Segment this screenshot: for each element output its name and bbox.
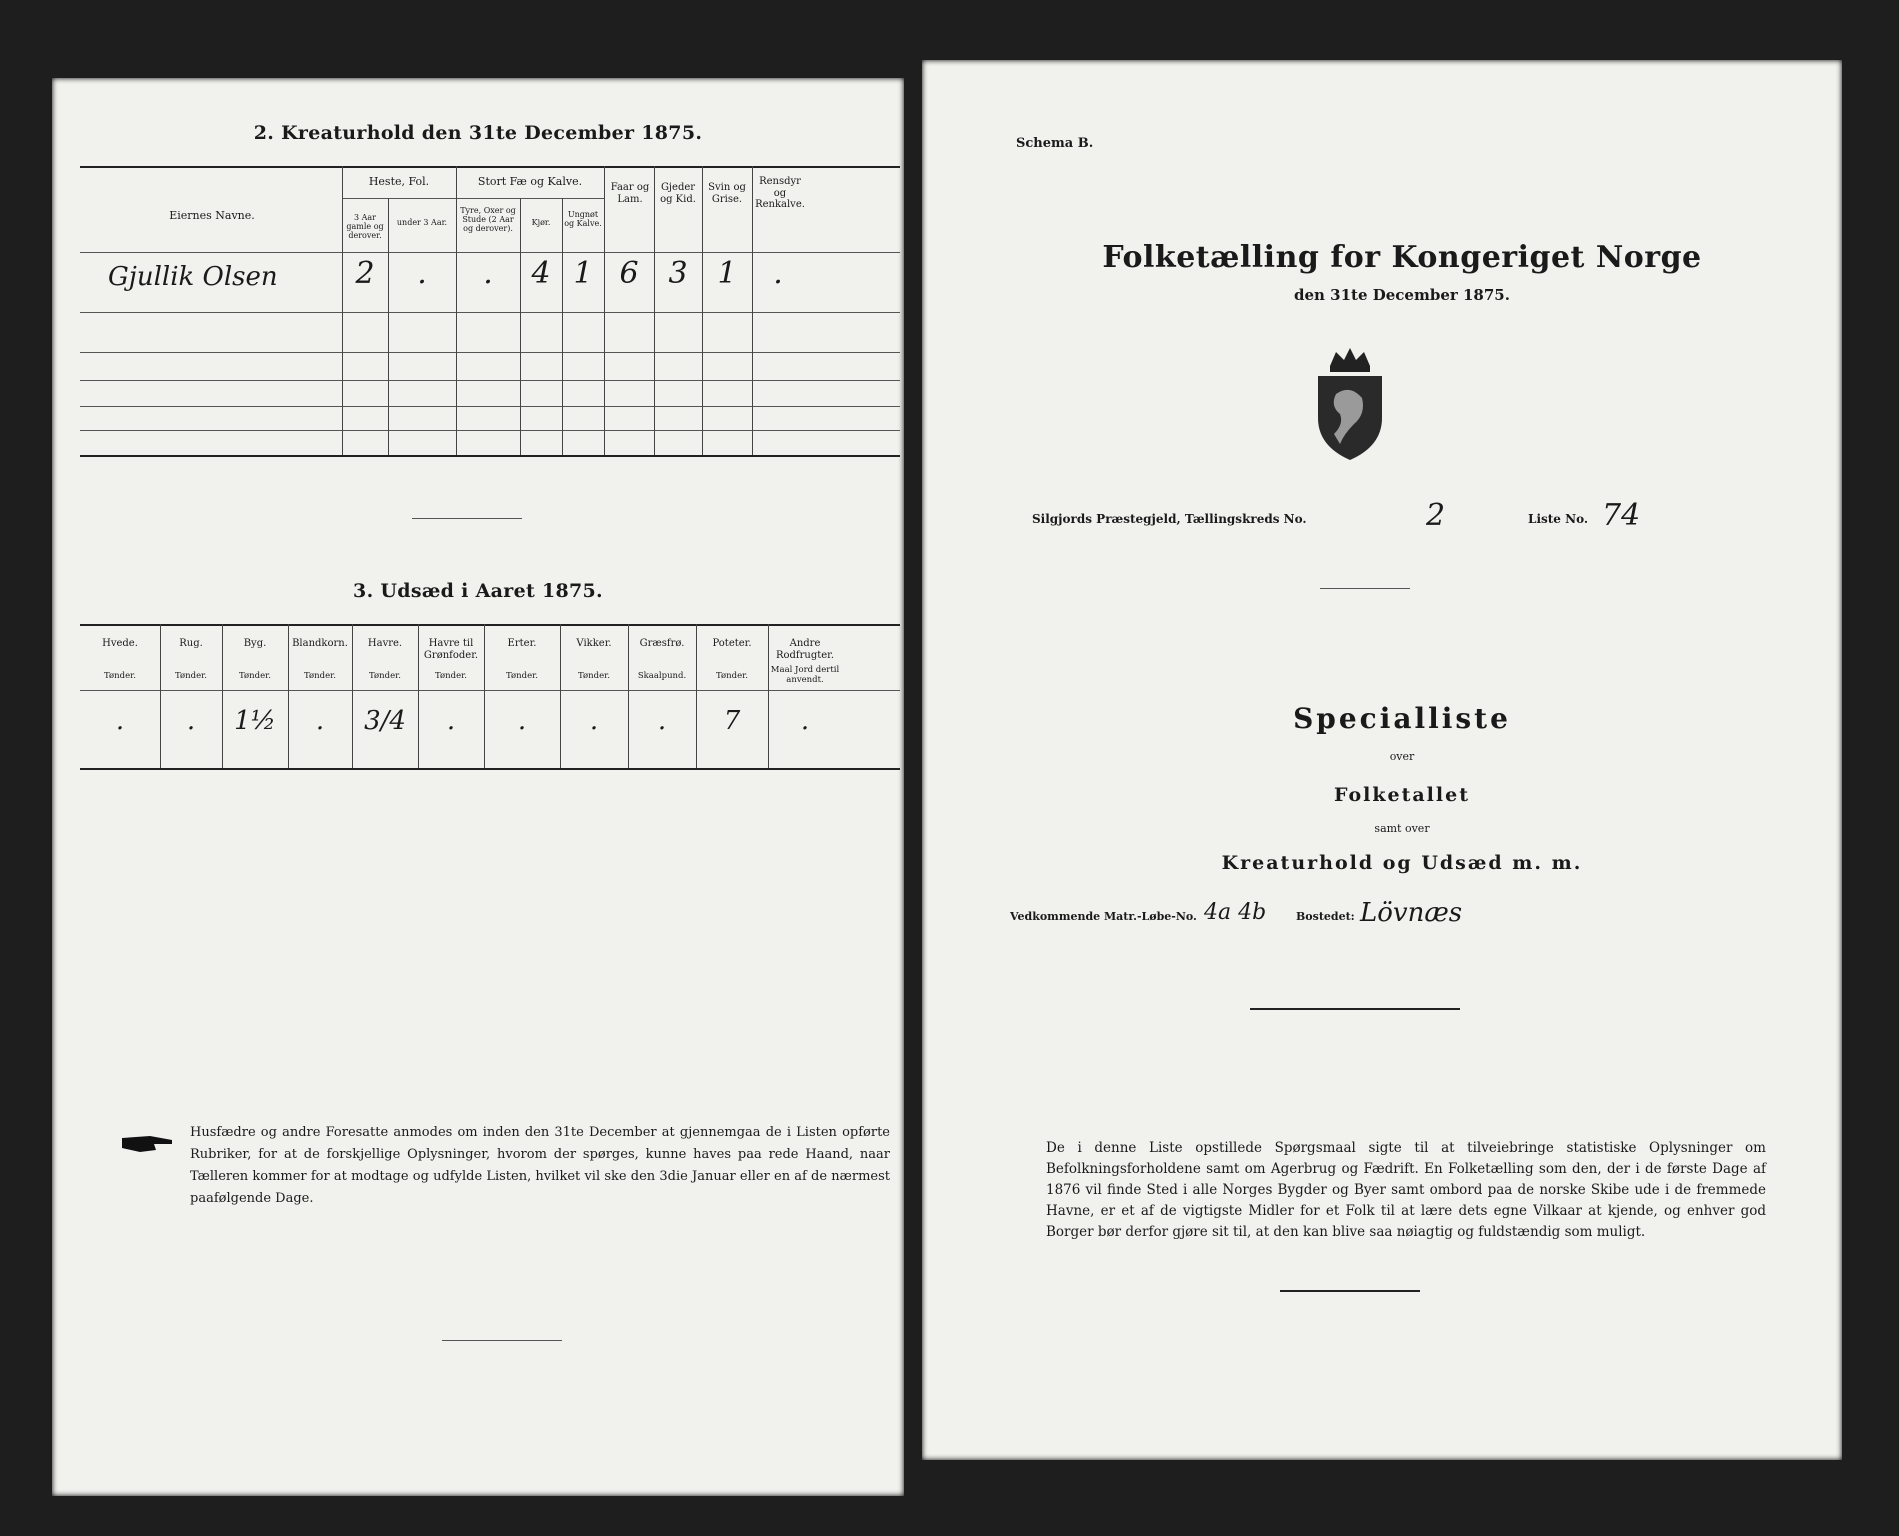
kreaturhold-title: Kreaturhold og Udsæd m. m.: [1221, 852, 1583, 874]
kjor-value: 4: [531, 256, 551, 291]
udsaed-col-title: Poteter.: [712, 638, 752, 649]
udsaed-col-unit: Tønder.: [506, 671, 538, 681]
right-page: [922, 60, 1842, 1460]
district-label: Silgjords Præstegjeld, Tællingskreds No.: [1032, 512, 1307, 526]
coat-of-arms-icon: [1300, 344, 1400, 464]
col-faar: Faar og Lam.: [610, 182, 650, 205]
udsaed-col-unit: Tønder.: [578, 671, 610, 681]
section3-title: 3. Udsæd i Aaret 1875.: [353, 580, 603, 602]
udsaed-col-title: Blandkorn.: [292, 638, 348, 649]
udsaed-value: .: [315, 706, 325, 736]
col-tyre: Tyre, Oxer og Stude (2 Aar og derover).: [460, 206, 516, 234]
col-heste-old: 3 Aar gamle og derover.: [346, 213, 384, 241]
rensdyr-value: .: [773, 256, 783, 291]
owner-name: Gjullik Olsen: [108, 262, 278, 292]
heste-old-value: 2: [355, 256, 375, 291]
udsaed-col-title: Græsfrø.: [639, 638, 685, 649]
udsaed-value: .: [115, 706, 125, 736]
date-line: den 31te December 1875.: [1294, 286, 1510, 304]
gjeder-value: 3: [668, 256, 688, 291]
udsaed-value: 7: [723, 706, 741, 736]
udsaed-col-title: Havre til Grønfoder.: [423, 638, 479, 661]
udsaed-value: .: [657, 706, 667, 736]
udsaed-value: .: [186, 706, 196, 736]
udsaed-col-unit: Tønder.: [716, 671, 748, 681]
udsaed-col-unit: Maal Jord dertil anvendt.: [770, 665, 840, 685]
udsaed-col-unit: Tønder.: [304, 671, 336, 681]
col-rensdyr: Rensdyr og Renkalve.: [755, 176, 805, 210]
udsaed-value: .: [800, 706, 810, 736]
liste-label: Liste No.: [1528, 512, 1589, 526]
col-heste: Heste, Fol.: [368, 175, 430, 188]
udsaed-value: 1½: [234, 706, 276, 736]
udsaed-col-unit: Skaalpund.: [637, 671, 687, 681]
section2-title: 2. Kreaturhold den 31te December 1875.: [253, 122, 703, 144]
pointing-hand-icon: [120, 1130, 176, 1156]
over-label: over: [1389, 750, 1415, 763]
udsaed-col-title: Andre Rodfrugter.: [775, 638, 835, 661]
udsaed-col-unit: Tønder.: [369, 671, 401, 681]
bostedet-label: Bostedet:: [1296, 910, 1355, 923]
svin-value: 1: [717, 256, 737, 291]
col-stort-fae: Stort Fæ og Kalve.: [477, 175, 583, 188]
col-svin: Svin og Grise.: [708, 182, 746, 205]
ungnot-value: 1: [573, 256, 593, 291]
specialliste-title: Specialliste: [1293, 702, 1511, 735]
udsaed-col-title: Hvede.: [102, 638, 138, 649]
udsaed-col-title: Havre.: [367, 638, 403, 649]
udsaed-value: 3/4: [364, 706, 406, 736]
col-heste-young: under 3 Aar.: [396, 218, 448, 227]
folketallet-title: Folketallet: [1334, 784, 1470, 806]
udsaed-col-unit: Tønder.: [104, 671, 136, 681]
col-gjeder: Gjeder og Kid.: [660, 182, 696, 205]
main-title: Folketælling for Kongeriget Norge: [1102, 240, 1702, 275]
schema-label: Schema B.: [1016, 136, 1094, 151]
faar-value: 6: [619, 256, 639, 291]
info-paragraph: De i denne Liste opstillede Spørgsmaal sigte til at tilveiebringe statistiske Oplysninger om Befolkningsforholdene samt om Agerbrug og Fædrift. En Folketælling som den, der i de første Dage af 1876 vil finde Sted i alle Norges Bygder og Byer samt ombord paa de norske Skibe ude i de fremmede Havne, er et af de vigtigste Midler for et Folk til at lære dets egne Vilkaar at kjende, og enhver god Borger bør derfor gjøre sit til, at den kan blive saa nøiagtig og fuldstændig som muligt.: [1046, 1140, 1766, 1240]
bostedet-value: Lövnæs: [1360, 898, 1463, 928]
samt-over-label: samt over: [1374, 822, 1430, 835]
matr-no: 4a 4b: [1204, 900, 1267, 925]
col-ungnot: Ungnøt og Kalve.: [564, 210, 602, 229]
col-owner-name: Eiernes Navne.: [169, 209, 255, 222]
udsaed-col-title: Vikker.: [576, 638, 612, 649]
col-kjor: Kjør.: [531, 218, 551, 227]
district-no: 2: [1426, 498, 1446, 533]
left-page: [52, 78, 904, 1496]
liste-no: 74: [1602, 498, 1641, 533]
tyre-value: .: [483, 256, 493, 291]
notice-text: Husfædre og andre Foresatte anmodes om inden den 31te December at gjennemgaa de i Listen opførte Rubriker, for at de forskjellige Oplysninger, hvorom der spørges, kunne haves paa rede Haand, naar Tælleren kommer for at modtage og udfylde Listen, hvilket vil ske den 3die Januar eller en af de nærmest paafølgende Dage.: [190, 1125, 890, 1206]
udsaed-value: .: [517, 706, 527, 736]
udsaed-value: .: [589, 706, 599, 736]
udsaed-col-unit: Tønder.: [435, 671, 467, 681]
udsaed-col-unit: Tønder.: [175, 671, 207, 681]
udsaed-col-title: Erter.: [507, 638, 537, 649]
udsaed-value: .: [446, 706, 456, 736]
udsaed-col-title: Byg.: [243, 638, 267, 649]
udsaed-col-title: Rug.: [179, 638, 203, 649]
heste-young-value: .: [417, 256, 427, 291]
udsaed-col-unit: Tønder.: [239, 671, 271, 681]
matr-label: Vedkommende Matr.-Løbe-No.: [1010, 910, 1197, 923]
